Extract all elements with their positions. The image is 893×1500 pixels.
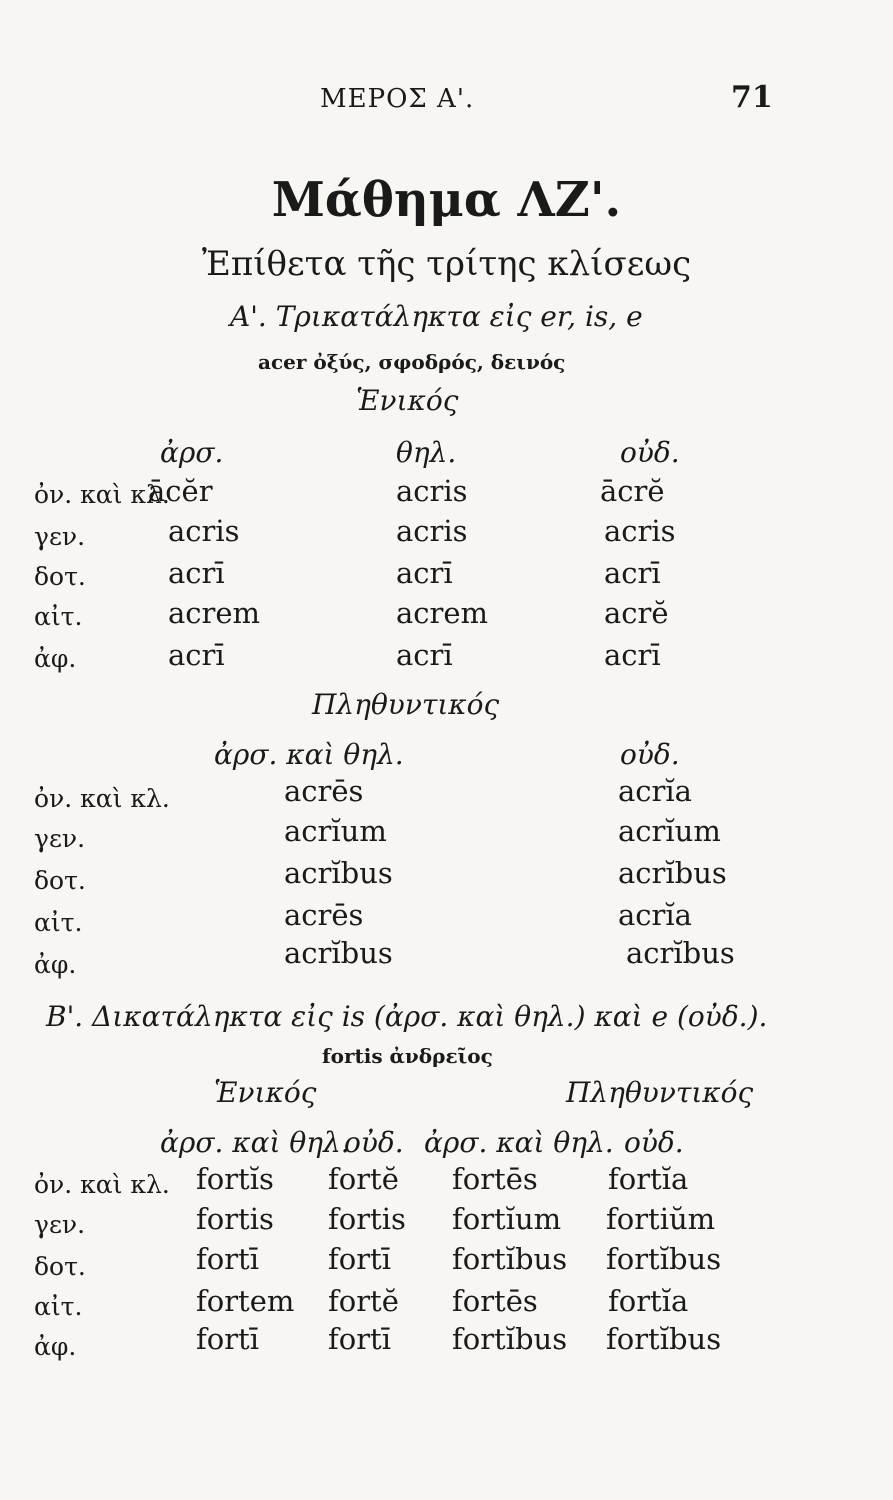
column-header: ἀρσ. καὶ θηλ. bbox=[424, 1126, 614, 1159]
case-label: αἰτ. bbox=[34, 602, 83, 631]
table-cell: acrĭa bbox=[618, 774, 692, 808]
case-label: ὀν. καὶ κλ. bbox=[34, 1170, 170, 1199]
case-label: γεν. bbox=[34, 522, 86, 551]
case-label: ἀφ. bbox=[34, 1332, 77, 1361]
table-cell: acrĭa bbox=[618, 898, 692, 932]
table-cell: fortĕ bbox=[328, 1162, 399, 1196]
table-cell: fortis bbox=[196, 1202, 274, 1236]
table-cell: acrem bbox=[168, 596, 261, 630]
case-label: ὀν. καὶ κλ. bbox=[34, 784, 170, 813]
table-cell: fortĭa bbox=[608, 1284, 689, 1318]
table-cell: acrī bbox=[396, 638, 453, 672]
table-cell: fortĭbus bbox=[452, 1242, 568, 1276]
singular-label: Ἑνικός bbox=[214, 1076, 317, 1109]
table-cell: fortĭbus bbox=[606, 1322, 722, 1356]
case-label: ὀν. καὶ κλ. bbox=[34, 480, 170, 509]
table-cell: acrĭbus bbox=[284, 856, 393, 890]
case-label: δοτ. bbox=[34, 866, 86, 895]
case-label: γεν. bbox=[34, 1210, 86, 1239]
table-cell: fortem bbox=[196, 1284, 295, 1318]
table-cell: fortēs bbox=[452, 1284, 538, 1318]
table-cell: acrī bbox=[604, 556, 661, 590]
table-cell: fortī bbox=[328, 1322, 391, 1356]
table-cell: acris bbox=[168, 514, 240, 548]
column-header: οὐδ. bbox=[344, 1126, 404, 1159]
table-cell: acris bbox=[396, 474, 468, 508]
plural-label: Πληθυντικός bbox=[312, 688, 500, 721]
table-cell: acrēs bbox=[284, 898, 364, 932]
column-header: ἀρσ. καὶ θηλ. bbox=[214, 738, 404, 771]
column-header: οὐδ. bbox=[620, 436, 680, 469]
case-label: ἀφ. bbox=[34, 950, 77, 979]
table-cell: acrēs bbox=[284, 774, 364, 808]
case-label: δοτ. bbox=[34, 1252, 86, 1281]
table-cell: fortĭum bbox=[452, 1202, 562, 1236]
section-b-example: fortis ἀνδρεῖος bbox=[322, 1044, 493, 1068]
column-header: ἀρσ. καὶ θηλ. bbox=[160, 1126, 350, 1159]
table-cell: fortī bbox=[196, 1242, 259, 1276]
column-header: οὐδ. bbox=[620, 738, 680, 771]
section-a-example: acer ὀξύς, σφοδρός, δεινός bbox=[258, 350, 566, 374]
table-cell: acris bbox=[396, 514, 468, 548]
table-cell: fortēs bbox=[452, 1162, 538, 1196]
section-b-heading: Β'. Δικατάληκτα εἰς is (ἀρσ. καὶ θηλ.) καὶ e (οὐδ.). bbox=[46, 1000, 768, 1033]
table-cell: acrem bbox=[396, 596, 489, 630]
table-cell: fortiŭm bbox=[606, 1202, 716, 1236]
table-cell: fortis bbox=[328, 1202, 406, 1236]
table-cell: acrī bbox=[168, 556, 225, 590]
case-label: δοτ. bbox=[34, 562, 86, 591]
table-cell: fortĕ bbox=[328, 1284, 399, 1318]
lesson-title: Μάθημα ΛΖ'. bbox=[271, 172, 622, 228]
table-cell: fortī bbox=[328, 1242, 391, 1276]
case-label: αἰτ. bbox=[34, 1292, 83, 1321]
column-header: ἀρσ. bbox=[160, 436, 224, 469]
table-cell: acrĭbus bbox=[618, 856, 727, 890]
table-cell: ācrĕ bbox=[600, 474, 665, 508]
table-cell: acrĭbus bbox=[626, 936, 735, 970]
table-cell: acrĭum bbox=[618, 814, 721, 848]
table-cell: acris bbox=[604, 514, 676, 548]
table-cell: acrī bbox=[396, 556, 453, 590]
table-cell: acrĕ bbox=[604, 596, 669, 630]
table-cell: fortī bbox=[196, 1322, 259, 1356]
table-cell: fortĭbus bbox=[452, 1322, 568, 1356]
case-label: γεν. bbox=[34, 824, 86, 853]
table-cell: ācĕr bbox=[148, 474, 213, 508]
case-label: ἀφ. bbox=[34, 644, 77, 673]
table-cell: fortĭa bbox=[608, 1162, 689, 1196]
table-cell: fortĭs bbox=[196, 1162, 274, 1196]
plural-label: Πληθυντικός bbox=[566, 1076, 754, 1109]
table-cell: acrī bbox=[604, 638, 661, 672]
lesson-subtitle: Ἐπίθετα τῆς τρίτης κλίσεως bbox=[201, 244, 692, 284]
table-cell: acrī bbox=[168, 638, 225, 672]
column-header: οὐδ. bbox=[624, 1126, 684, 1159]
section-a-heading: Α'. Τρικατάληκτα εἰς er, is, e bbox=[230, 300, 643, 333]
table-cell: acrĭum bbox=[284, 814, 387, 848]
table-cell: acrĭbus bbox=[284, 936, 393, 970]
column-header: θηλ. bbox=[396, 436, 457, 469]
page-number: 71 bbox=[731, 80, 773, 115]
singular-label: Ἑνικός bbox=[356, 384, 459, 417]
table-cell: fortĭbus bbox=[606, 1242, 722, 1276]
case-label: αἰτ. bbox=[34, 908, 83, 937]
running-head: ΜΕΡΟΣ Α'. bbox=[320, 84, 475, 114]
